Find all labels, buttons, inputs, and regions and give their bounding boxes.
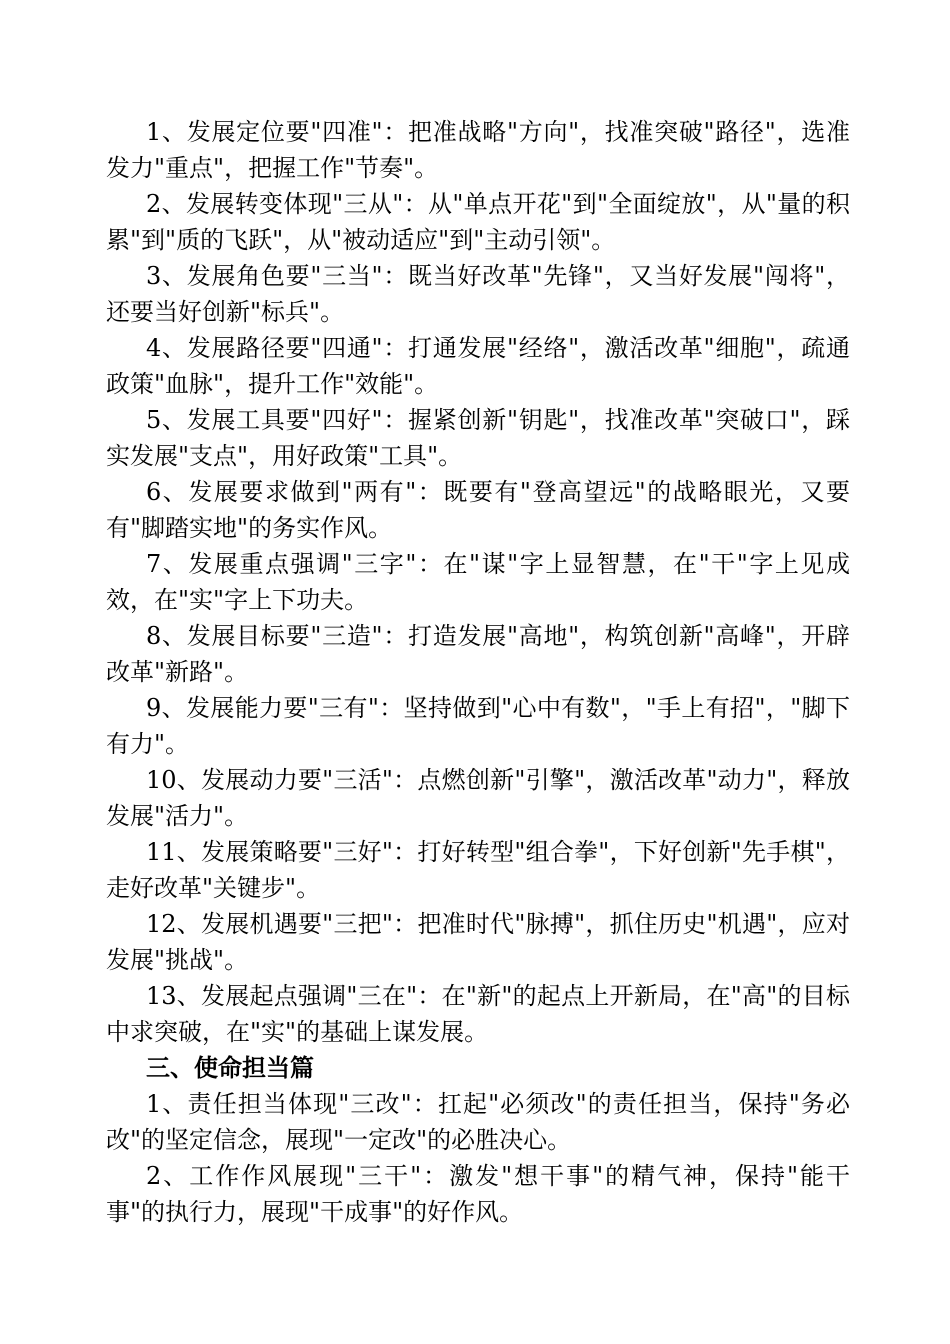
section-item-2: 2、工作作风展现"三干"：激发"想干事"的精气神，保持"能干事"的执行力，展现"干成事"的好作风。: [106, 1162, 850, 1226]
section-heading: 三、使命担当篇: [146, 1054, 314, 1082]
paragraph-item-12: 12、发展机遇要"三把"：把准时代"脉搏"，抓住历史"机遇"，应对发展"挑战"。: [106, 910, 850, 974]
section-item-1: 1、责任担当体现"三改"：扛起"必须改"的责任担当，保持"务必改"的坚定信念，展现"一定改"的必胜决心。: [106, 1090, 850, 1154]
paragraph-item-6: 6、发展要求做到"两有"：既要有"登高望远"的战略眼光，又要有"脚踏实地"的务实作风。: [106, 478, 850, 542]
paragraph-item-11: 11、发展策略要"三好"：打好转型"组合拳"，下好创新"先手棋"，走好改革"关键步"。: [106, 838, 850, 902]
paragraph-item-1: 1、发展定位要"四准"：把准战略"方向"，找准突破"路径"，选准发力"重点"，把握工作"节奏"。: [106, 118, 850, 182]
paragraph-item-13: 13、发展起点强调"三在"：在"新"的起点上开新局，在"高"的目标中求突破，在"实"的基础上谋发展。: [106, 982, 850, 1046]
paragraph-item-3: 3、发展角色要"三当"：既当好改革"先锋"，又当好发展"闯将"，还要当好创新"标兵"。: [106, 262, 850, 326]
paragraph-item-9: 9、发展能力要"三有"：坚持做到"心中有数"，"手上有招"，"脚下有力"。: [106, 694, 850, 758]
paragraph-item-2: 2、发展转变体现"三从"：从"单点开花"到"全面绽放"，从"量的积累"到"质的飞跃"，从"被动适应"到"主动引领"。: [106, 190, 850, 254]
paragraph-item-7: 7、发展重点强调"三字"：在"谋"字上显智慧，在"干"字上见成效，在"实"字上下功夫。: [106, 550, 850, 614]
paragraph-item-5: 5、发展工具要"四好"：握紧创新"钥匙"，找准改革"突破口"，踩实发展"支点"，用好政策"工具"。: [106, 406, 850, 470]
document-page: [106, 114, 850, 1230]
paragraph-item-10: 10、发展动力要"三活"：点燃创新"引擎"，激活改革"动力"，释放发展"活力"。: [106, 766, 850, 830]
paragraph-item-8: 8、发展目标要"三造"：打造发展"高地"，构筑创新"高峰"，开辟改革"新路"。: [106, 622, 850, 686]
paragraph-item-4: 4、发展路径要"四通"：打通发展"经络"，激活改革"细胞"，疏通政策"血脉"，提升工作"效能"。: [106, 334, 850, 398]
